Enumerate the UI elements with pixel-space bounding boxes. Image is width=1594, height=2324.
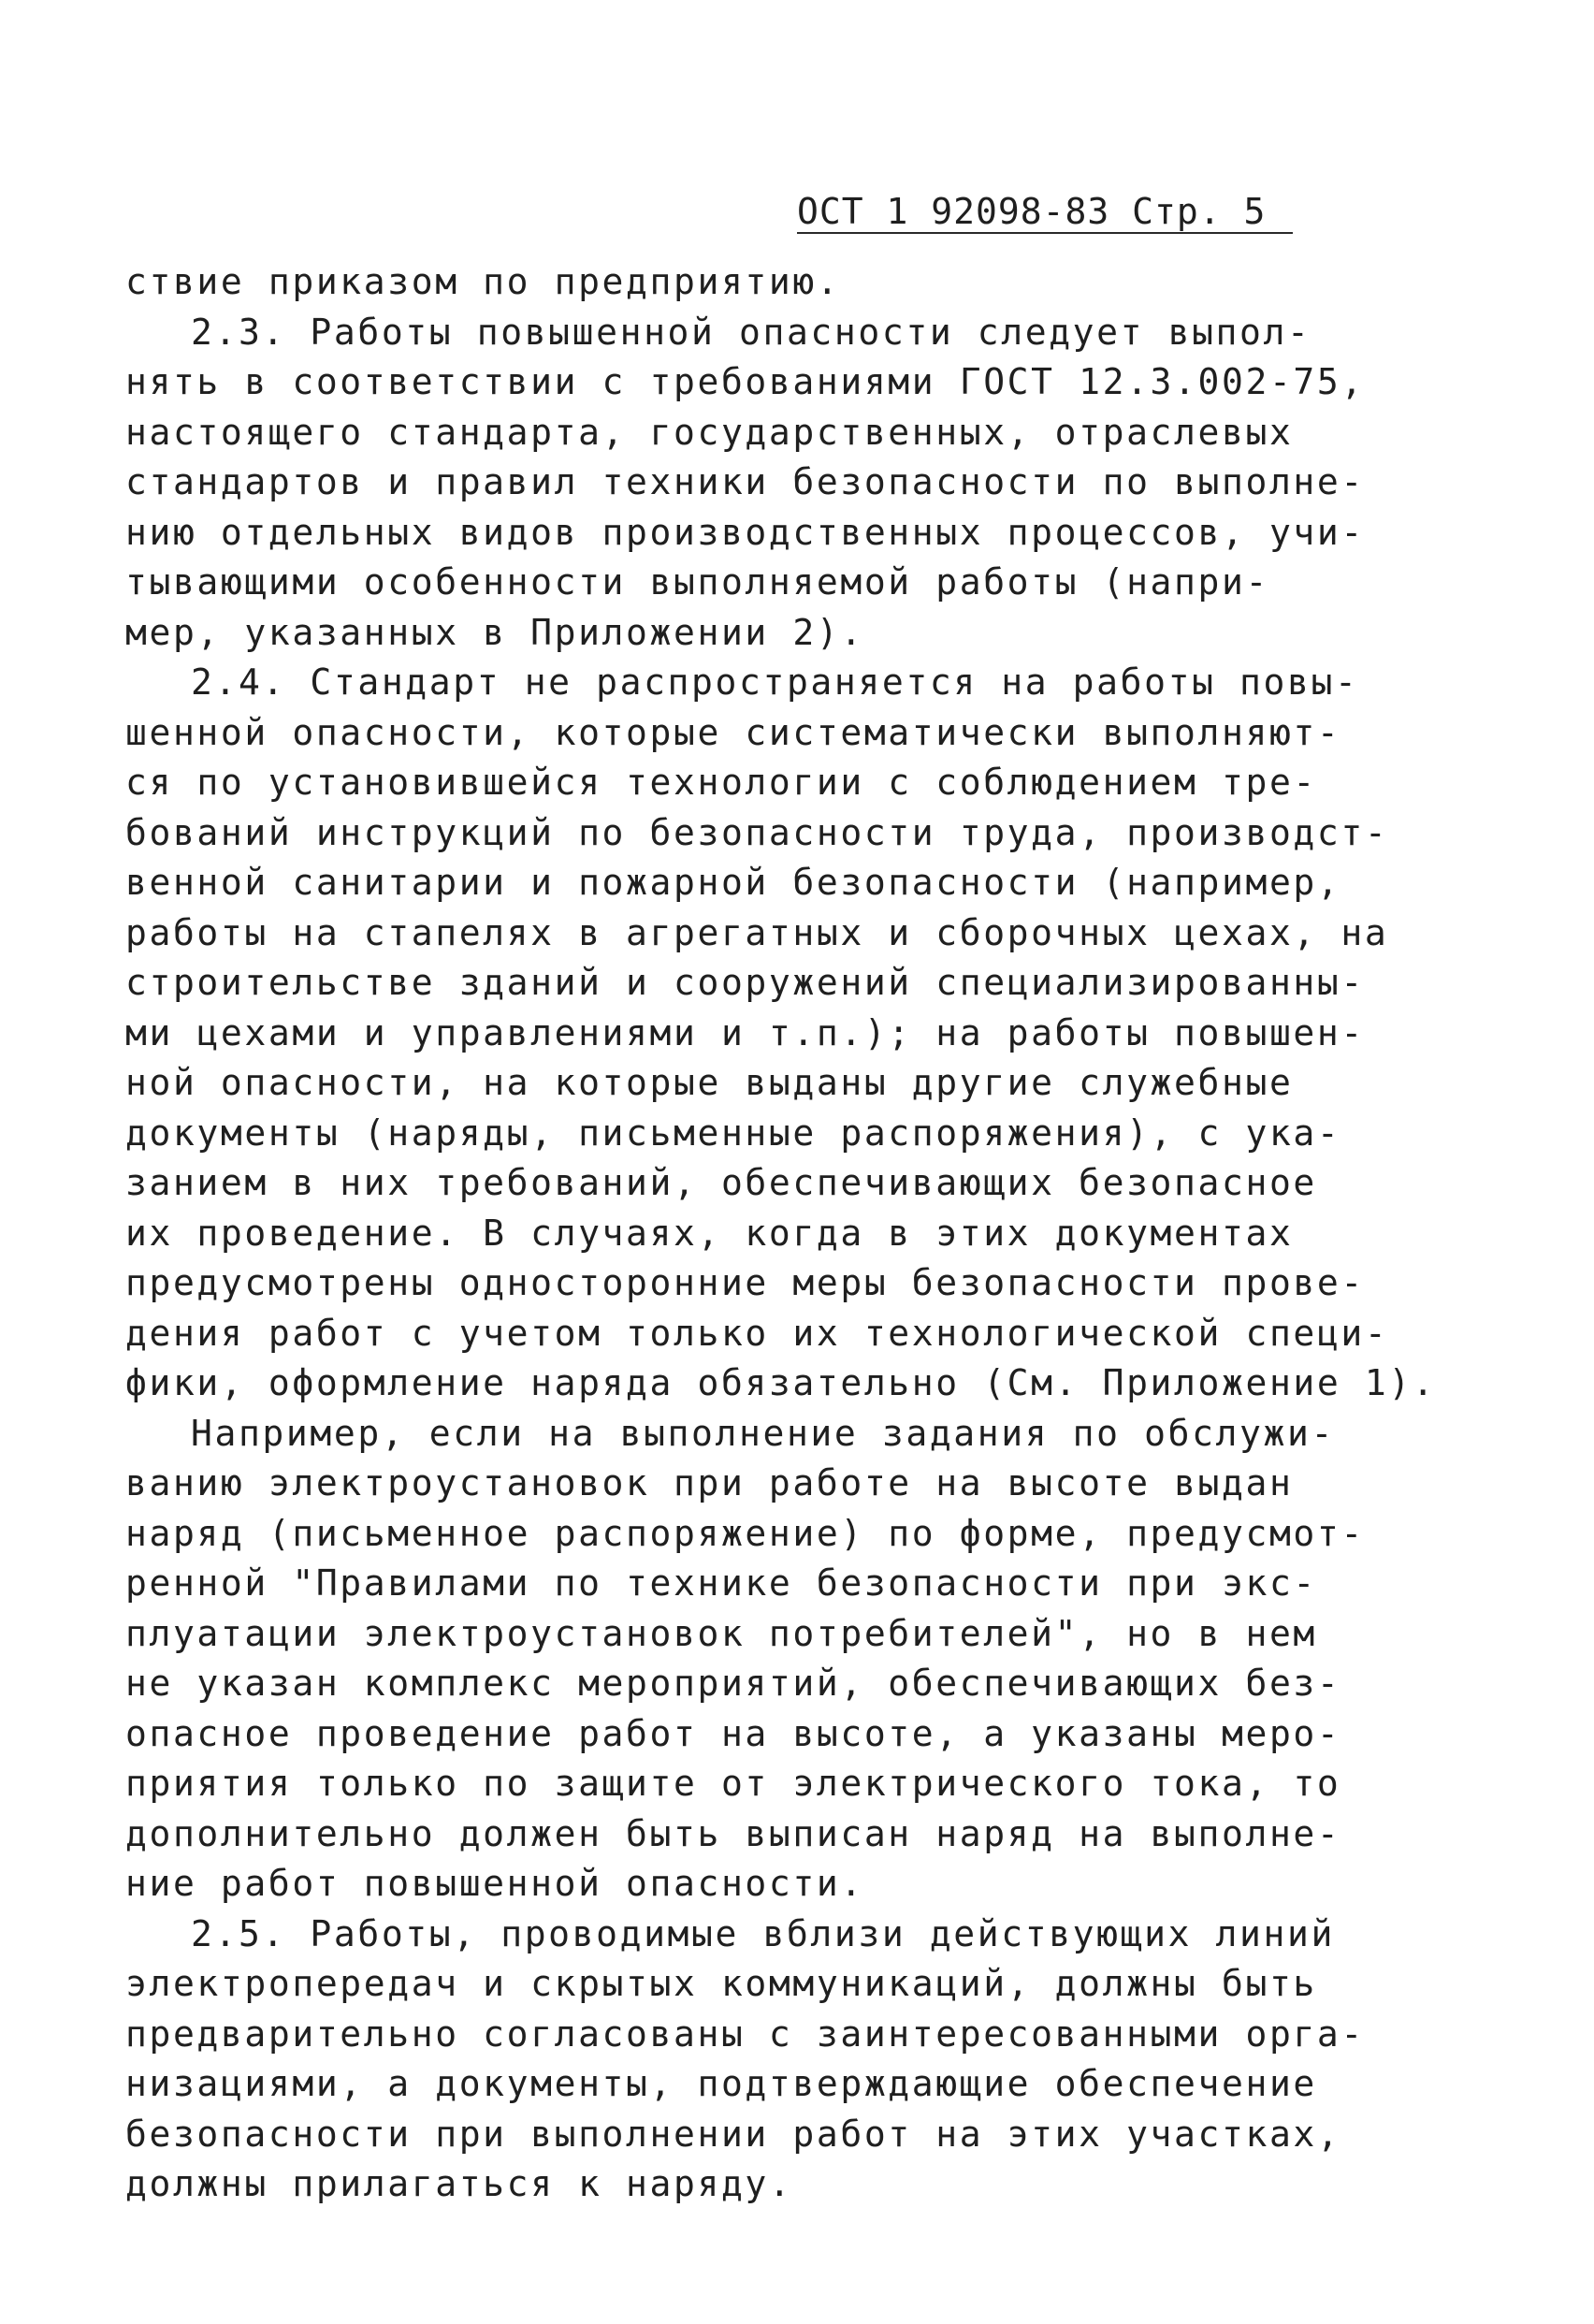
text-line: дения работ с учетом только их технологической специ- [125, 1312, 1389, 1354]
text-line: предусмотрены односторонние меры безопасности прове- [125, 1262, 1365, 1303]
text-line: 2.5. Работы, проводимые вблизи действующих линий [191, 1912, 1335, 1954]
text-line: низациями, а документы, подтверждающие обеспечение [125, 2063, 1317, 2104]
text-line: приятия только по защите от электрического тока, то [125, 1763, 1341, 1804]
text-line: документы (наряды, письменные распоряжения), с ука- [125, 1111, 1341, 1154]
text-line: наряд (письменное распоряжение) по форме, предусмот- [125, 1512, 1365, 1554]
text-line: стандартов и правил техники безопасности по выполне- [125, 461, 1365, 502]
text-line: ренной "Правилами по технике безопасности при экс- [125, 1562, 1317, 1604]
text-line: ся по установившейся технологии с соблюдением тре- [125, 762, 1317, 803]
text-line: их проведение. В случаях, когда в этих документах [125, 1212, 1294, 1254]
text-line: 2.3. Работы повышенной опасности следует выпол- [191, 311, 1311, 353]
page-header [797, 187, 1302, 236]
text-line: 2.4. Стандарт не распространяется на работы повы- [191, 661, 1359, 703]
text-line: мер, указанных в Приложении 2). [125, 611, 864, 653]
text-line: предварительно согласованы с заинтересованными орга- [125, 2012, 1365, 2055]
text-line: нию отдельных видов производственных процессов, учи- [125, 511, 1365, 553]
text-line: настоящего стандарта, государственных, отраслевых [125, 411, 1294, 453]
text-line: ной опасности, на которые выданы другие служебные [125, 1062, 1294, 1103]
text-line: плуатации электроустановок потребителей", но в нем [125, 1612, 1317, 1654]
text-line: Например, если на выполнение задания по обслужи- [191, 1412, 1335, 1454]
header-text: ОСТ 1 92098-83 Стр. 5 [797, 191, 1267, 232]
text-line: опасное проведение работ на высоте, а указаны меро- [125, 1712, 1341, 1754]
header-underline [797, 232, 1293, 234]
text-line: ванию электроустановок при работе на высоте выдан [125, 1462, 1294, 1503]
text-line: нять в соответствии с требованиями ГОСТ 12.3.002-75, [125, 361, 1365, 402]
text-line: ми цехами и управлениями и т.п.); на работы повышен- [125, 1011, 1365, 1053]
text-line: не указан комплекс мероприятий, обеспечивающих без- [125, 1663, 1341, 1704]
text-line: фики, оформление наряда обязательно (См. Приложение 1). [125, 1362, 1437, 1403]
body-text [125, 257, 1437, 2210]
text-line: должны прилагаться к наряду. [125, 2163, 793, 2204]
text-line: венной санитарии и пожарной безопасности (например, [125, 862, 1341, 903]
text-line: шенной опасности, которые систематически выполняют- [125, 711, 1341, 753]
text-line: ствие приказом по предприятию. [125, 261, 841, 302]
text-line: строительстве зданий и сооружений специализированны- [125, 962, 1365, 1003]
text-line: тывающими особенности выполняемой работы (напри- [125, 561, 1269, 603]
text-line: безопасности при выполнении работ на этих участках, [125, 2113, 1341, 2155]
text-line: ние работ повышенной опасности. [125, 1863, 864, 1904]
text-line: дополнительно должен быть выписан наряд на выполне- [125, 1812, 1341, 1854]
text-line: бований инструкций по безопасности труда, производст- [125, 811, 1389, 853]
text-line: электропередач и скрытых коммуникаций, должны быть [125, 1963, 1317, 2004]
text-line: работы на стапелях в агрегатных и сборочных цехах, на [125, 911, 1389, 953]
text-line: занием в них требований, обеспечивающих безопасное [125, 1162, 1317, 1203]
